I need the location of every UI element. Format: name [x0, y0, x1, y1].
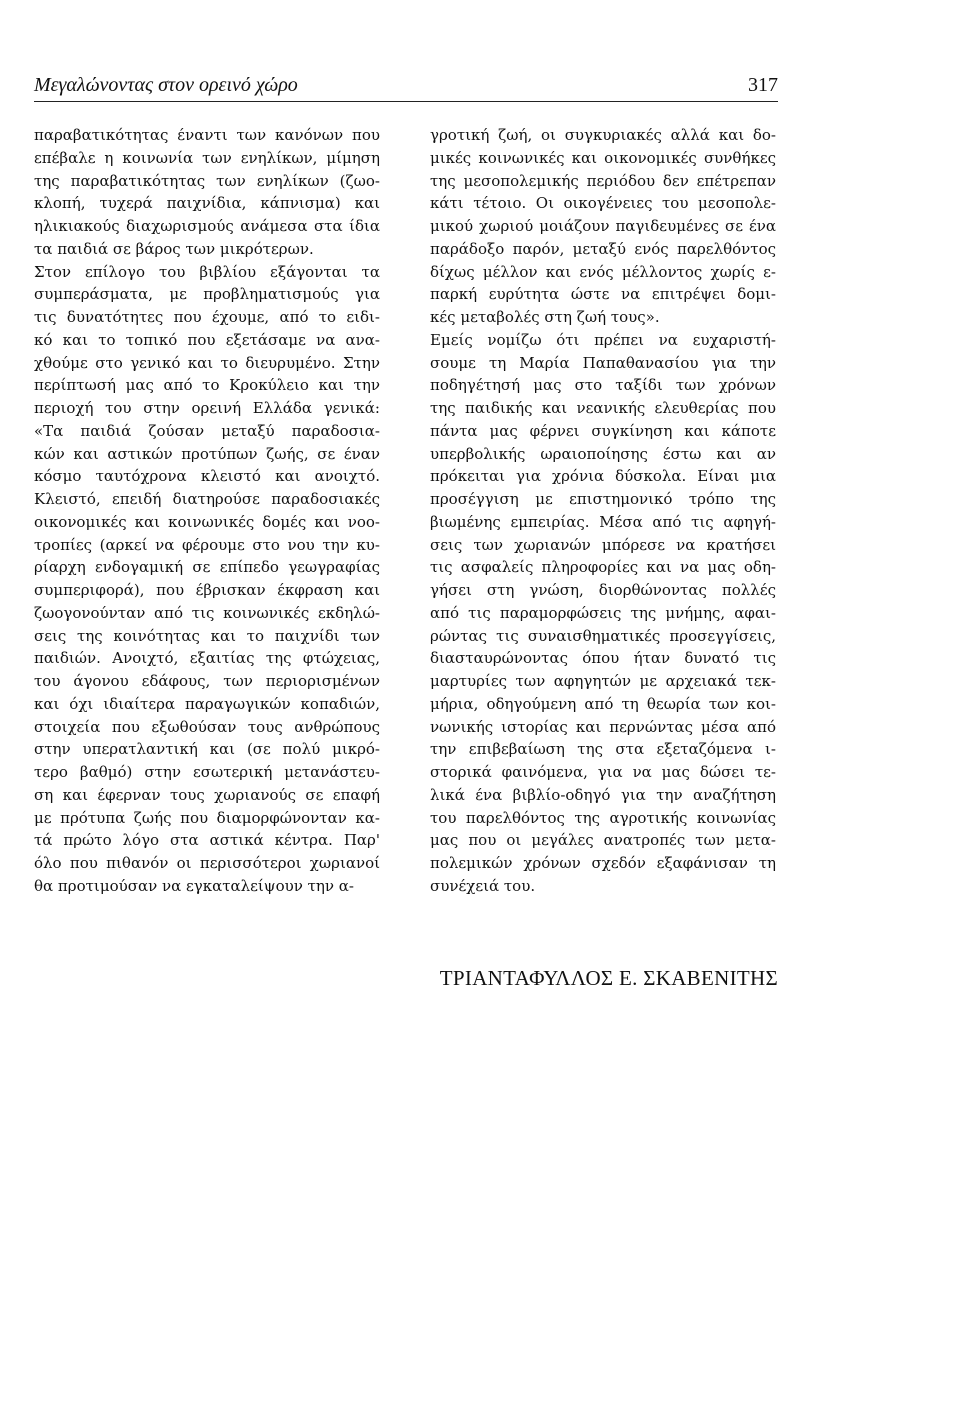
- text-line: της παιδικής και νεανικής ελευθερίας που: [430, 399, 776, 417]
- text-line: ηλικιακούς διαχωρισμούς ανάμεσα στα ίδια: [34, 217, 380, 235]
- text-line: διασταυρώνοντας όπου ήταν δυνατό τις: [430, 649, 776, 668]
- text-line: χθούμε στο γενικό και το διευρυμένο. Στην: [34, 353, 380, 372]
- text-line: τά πρώτο λόγο στα αστικά κέντρα. Παρ': [34, 831, 380, 850]
- text-line: επέβαλε η κοινωνία των ενηλίκων, μίμηση: [34, 148, 380, 167]
- text-line: παράδοξο παρόν, μεταξύ ενός παρελθόντος: [430, 239, 776, 258]
- text-line: της μεσοπολεμικής περιόδου δεν επέτρεπαν: [430, 171, 776, 190]
- text-line: ζωογονούνταν από τις κοινωνικές εκδηλώ-: [34, 603, 380, 622]
- text-line: τα παιδιά σε βάρος των μικρότερων.: [34, 239, 314, 258]
- text-line: περιοχή του στην ορεινή Ελλάδα γενικά:: [34, 399, 380, 417]
- text-line: λικά ένα βιβλίο-οδηγό για την αναζήτηση: [430, 785, 776, 804]
- text-line: στορικά φαινόμενα, για να μας δώσει τε-: [430, 763, 776, 781]
- text-line: κών και αστικών προτύπων ζωής, σε έναν: [34, 444, 380, 463]
- text-line: συνέχειά του.: [430, 876, 536, 895]
- text-line: όλο που πιθανόν οι περισσότεροι χωριανοί: [34, 854, 380, 872]
- text-line: παραβατικότητας έναντι των κανόνων που: [34, 126, 380, 144]
- running-header: [34, 72, 778, 102]
- text-line: μικού χωριού μοιάζουν παγιδευμένες σε ένα: [430, 217, 776, 235]
- running-title: Μεγαλώνοντας στον ορεινό χώρο: [34, 74, 298, 96]
- text-line: θα προτιμούσαν να εγκαταλείψουν την α-: [34, 876, 354, 895]
- text-line: κές μεταβολές στη ζωή τους».: [430, 308, 660, 326]
- text-line: του άγονου εδάφους, των περιορισμένων: [34, 672, 380, 690]
- text-line: οικονομικές και κοινωνικές δομές και νοο-: [34, 512, 380, 531]
- text-line: ση και έφερναν τους χωριανούς σε επαφή: [34, 785, 380, 804]
- text-line: παιδιών. Ανοιχτό, εξαιτίας της φτώχειας,: [34, 649, 380, 668]
- page-number: 317: [748, 74, 778, 96]
- text-line: στην υπερατλαντική και (σε πολύ μικρό-: [34, 740, 380, 759]
- text-line: γήσει στη γνώση, διορθώνοντας πολλές: [430, 581, 776, 599]
- author-signature: ΤΡΙΑΝΤΑΦΥΛΛΟΣ Ε. ΣΚΑΒΕΝΙΤΗΣ: [439, 966, 778, 990]
- text-line: κλοπή, τυχερά παιχνίδια, κάπνισμα) και: [34, 194, 380, 213]
- text-line: πάντα μας φέρνει συγκίνηση και κάποτε: [430, 421, 776, 440]
- text-line: περίπτωσή μας από το Κροκύλειο και την: [34, 376, 380, 395]
- text-line: συμπεριφορά), που έβρισκαν έκφραση και: [34, 581, 380, 599]
- text-line: μας που οι μεγάλες ανατροπές των μετα-: [430, 831, 776, 850]
- text-line: μικές κοινωνικές και οικονομικές συνθήκες: [430, 148, 776, 167]
- text-line: σεις της κοινότητας και το παιχνίδι των: [34, 626, 380, 645]
- text-line: δίχως μέλλον και ενός μέλλοντος χωρίς ε-: [430, 262, 776, 281]
- text-line: σουμε τη Μαρία Παπαθανασίου για την: [430, 353, 776, 372]
- text-line: παρκή ευρύτητα ώστε να επιτρέψει δομι-: [430, 285, 776, 304]
- text-line: πρόκειται για χρόνια δύσκολα. Είναι μια: [430, 467, 776, 486]
- text-line: τις ασφαλείς πληροφορίες και να μας οδη-: [430, 558, 776, 577]
- text-line: μαρτυρίες των αφηγητών με αρχειακά τεκ-: [430, 672, 776, 690]
- text-line: τερο βαθμό) στην εσωτερική μετανάστευ-: [34, 763, 380, 781]
- text-line: του παρελθόντος της αγροτικής κοινωνίας: [430, 808, 776, 827]
- text-line: σεις των χωριανών μπόρεσε να κρατήσει: [430, 535, 776, 554]
- text-line: Στον επίλογο του βιβλίου εξάγονται τα: [34, 262, 380, 281]
- text-line: πολεμικών χρόνων σχεδόν εξαφάνισαν τη: [430, 854, 776, 872]
- text-line: συμπεράσματα, με προβληματισμούς για: [34, 285, 380, 304]
- text-line: στοιχεία που εξωθούσαν τους ανθρώπους: [34, 717, 380, 736]
- text-line: βιωμένης εμπειρίας. Μέσα από τις αφηγή-: [430, 512, 776, 531]
- text-line: μήρια, οδηγούμενη από τη θεωρία των κοι-: [430, 694, 776, 713]
- text-line: Κλειστό, επειδή διατηρούσε παραδοσιακές: [34, 490, 380, 508]
- text-line: κάτι τέτοιο. Οι οικογένειες του μεσοπολε-: [430, 194, 776, 213]
- text-line: τροπίες (αρκεί να φέρουμε στο νου την κυ-: [34, 535, 380, 554]
- text-line: γροτική ζωή, οι συγκυριακές αλλά και δο-: [430, 126, 776, 144]
- text-line: προσέγγιση με επιστημονικό τρόπο της: [430, 490, 776, 508]
- text-line: με πρότυπα ζωής που διαμορφώνονταν κα-: [34, 808, 380, 827]
- text-line: κόσμο ταυτόχρονα κλειστό και ανοιχτό.: [34, 467, 380, 486]
- text-line: ποδηγέτησή μας στο ταξίδι των χρόνων: [430, 376, 776, 395]
- text-line: τις δυνατότητες που έχουμε, από το ειδι-: [34, 308, 380, 326]
- header-rule: [34, 101, 778, 102]
- text-line: υπερβολικής ωραιοποίησης έστω και αν: [430, 444, 776, 463]
- text-line: Εμείς νομίζω ότι πρέπει να ευχαριστή-: [430, 330, 776, 349]
- text-line: από τις παραμορφώσεις της μνήμης, αφαι-: [430, 603, 776, 622]
- text-line: την επιβεβαίωση της στα εξεταζόμενα ι-: [430, 740, 776, 759]
- text-line: και όχι ιδιαίτερα παραγωγικών κοπαδιών,: [34, 694, 380, 713]
- text-line: νωνικής ιστορίας και περνώντας μέσα από: [430, 717, 776, 736]
- text-line: κό και το τοπικό που εξετάσαμε να ανα-: [34, 330, 380, 349]
- left-text-column: [34, 124, 380, 898]
- right-text-column: [430, 124, 776, 898]
- text-line: ρώντας τις συναισθηματικές προσεγγίσεις,: [430, 626, 776, 645]
- text-line: «Τα παιδιά ζούσαν μεταξύ παραδοσια-: [34, 421, 380, 440]
- text-line: της παραβατικότητας των ενηλίκων (ζωο-: [34, 171, 380, 190]
- text-line: ρίαρχη ενδογαμική σε επίπεδο γεωγραφίας: [34, 558, 380, 577]
